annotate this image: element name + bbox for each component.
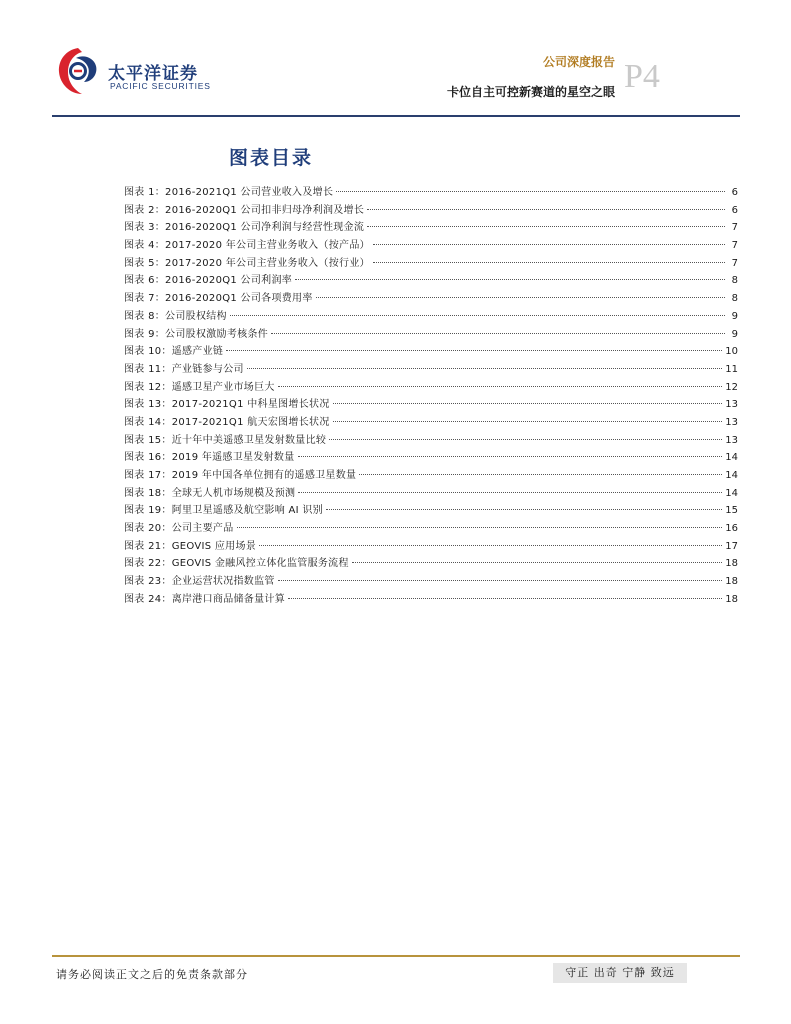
toc-entry[interactable]	[124, 467, 738, 485]
toc-entry-leader	[336, 191, 725, 192]
toc-entry[interactable]	[124, 237, 738, 255]
toc-entry[interactable]	[124, 255, 738, 273]
toc-entry-label: 图表 18：全球无人机市场规模及预测	[124, 487, 296, 499]
toc-entry-label: 图表 24：离岸港口商品储备量计算	[124, 593, 286, 605]
toc-entry[interactable]	[124, 361, 738, 379]
report-type: 公司深度报告	[542, 55, 615, 69]
toc-entry[interactable]	[124, 520, 738, 538]
toc-entry-leader	[316, 297, 725, 298]
toc-entry-label: 图表 2：2016-2020Q1 公司扣非归母净利润及增长	[124, 204, 365, 216]
toc-entry-label: 图表 21：GEOVIS 应用场景	[124, 540, 257, 552]
footer-divider	[52, 955, 740, 957]
toc-entry[interactable]	[124, 396, 738, 414]
toc-entry[interactable]	[124, 202, 738, 220]
toc-entry-page: 14	[725, 452, 738, 464]
toc-entry-leader	[288, 598, 722, 599]
toc-entry[interactable]	[124, 573, 738, 591]
toc-entry[interactable]	[124, 184, 738, 202]
toc-entry-label: 图表 4：2017-2020 年公司主营业务收入（按产品）	[124, 240, 370, 252]
toc-entry-leader	[359, 474, 722, 475]
toc-entry-leader	[278, 580, 723, 581]
toc-entry[interactable]	[124, 555, 738, 573]
toc-entry-leader	[237, 527, 723, 528]
toc-entry-label: 图表 22：GEOVIS 金融风控立体化监管服务流程	[124, 558, 349, 570]
toc-entry-page: 6	[731, 187, 738, 198]
toc-entry-page: 13	[725, 399, 738, 411]
toc-entry[interactable]	[124, 485, 738, 503]
toc-entry-page: 18	[725, 576, 738, 588]
toc-entry-label: 图表 9：公司股权激励考核条件	[124, 328, 269, 340]
toc-entry-page: 9	[731, 328, 738, 340]
page-number-mark: P4	[624, 58, 660, 95]
toc-entry-page: 18	[725, 593, 738, 605]
toc-entry-label: 图表 17：2019 年中国各单位拥有的遥感卫星数量	[124, 470, 357, 481]
toc-entry[interactable]	[124, 414, 738, 432]
toc-entry-leader	[271, 333, 725, 334]
toc-entry-leader	[326, 509, 722, 510]
toc-entry-page: 7	[731, 240, 738, 252]
toc-entry-label: 图表 12：遥感卫星产业市场巨大	[124, 381, 275, 393]
toc-entry[interactable]	[124, 343, 738, 361]
toc-entry-page: 14	[725, 470, 738, 481]
company-logo	[56, 44, 216, 98]
toc-entry-label: 图表 23：企业运营状况指数监管	[124, 576, 275, 588]
toc-entry-label: 图表 7：2016-2020Q1 公司各项费用率	[124, 293, 313, 305]
toc-entry-label: 图表 14：2017-2021Q1 航天宏图增长状况	[124, 416, 330, 428]
toc-entry-label: 图表 5：2017-2020 年公司主营业务收入（按行业）	[124, 257, 370, 269]
toc-entry-leader	[230, 315, 725, 316]
toc-entry-page: 15	[725, 505, 738, 517]
toc-entry-leader	[352, 562, 722, 563]
toc-entry-page: 7	[731, 222, 738, 234]
toc-entry-page: 6	[731, 204, 738, 216]
toc-entry-label: 图表 15：近十年中美遥感卫星发射数量比较	[124, 434, 327, 446]
report-title: 卡位自主可控新赛道的星空之眼	[446, 85, 615, 99]
toc-entry[interactable]	[124, 272, 738, 290]
toc-entry-leader	[373, 244, 725, 245]
toc-entry-leader	[226, 350, 722, 351]
toc-entry-label: 图表 16：2019 年遥感卫星发射数量	[124, 452, 295, 464]
toc-entry-page: 9	[731, 310, 738, 322]
toc-entry-leader	[298, 492, 722, 493]
toc-entry[interactable]	[124, 502, 738, 520]
toc-entry-leader	[333, 403, 723, 404]
toc-entry-page: 12	[725, 381, 738, 393]
toc-entry-page: 14	[725, 487, 738, 499]
toc-entry-leader	[295, 279, 725, 280]
logo-chinese-name: 太平洋证券	[108, 64, 198, 84]
header-divider	[52, 115, 740, 117]
footer-disclaimer: 请务必阅读正文之后的免责条款部分	[56, 968, 248, 981]
toc-entry-leader	[298, 456, 723, 457]
toc-entry-leader	[278, 386, 723, 387]
toc-entry-leader	[373, 262, 725, 263]
toc-entry-leader	[367, 209, 725, 210]
toc-entry-label: 图表 10：遥感产业链	[124, 346, 224, 358]
toc-entry[interactable]	[124, 591, 738, 609]
toc-entry-page: 16	[725, 523, 738, 535]
toc-heading: 图表目录	[229, 147, 314, 169]
toc-entry-label: 图表 20：公司主要产品	[124, 523, 234, 535]
toc-entry-leader	[247, 368, 722, 369]
toc-entry-label: 图表 1：2016-2021Q1 公司营业收入及增长	[124, 187, 334, 198]
toc-entry[interactable]	[124, 449, 738, 467]
toc-entry-page: 17	[725, 540, 738, 552]
toc-entry-page: 11	[725, 363, 738, 375]
toc-entry-label: 图表 6：2016-2020Q1 公司利润率	[124, 275, 293, 287]
logo-english-name: PACIFIC SECURITIES	[110, 81, 211, 91]
toc-entry[interactable]	[124, 219, 738, 237]
toc-entry-page: 18	[725, 558, 738, 570]
toc-entry-label: 图表 8：公司股权结构	[124, 310, 227, 322]
pacific-securities-logo-icon	[56, 44, 102, 98]
toc-entry-page: 8	[731, 293, 738, 305]
toc-entry[interactable]	[124, 308, 738, 326]
toc-entry-leader	[329, 439, 722, 440]
toc-entry-leader	[259, 545, 722, 546]
toc-entry-leader	[333, 421, 723, 422]
toc-entry-label: 图表 3：2016-2020Q1 公司净利润与经营性现金流	[124, 222, 365, 234]
toc-entry-label: 图表 19：阿里卫星遥感及航空影响 AI 识别	[124, 505, 323, 517]
toc-entry-label: 图表 11：产业链参与公司	[124, 363, 244, 375]
toc-entry-page: 13	[725, 416, 738, 428]
toc-entry[interactable]	[124, 326, 738, 344]
toc-entry[interactable]	[124, 290, 738, 308]
toc-entry[interactable]	[124, 538, 738, 556]
toc-entry-label: 图表 13：2017-2021Q1 中科星图增长状况	[124, 399, 330, 411]
toc-entry-page: 13	[725, 434, 738, 446]
toc-entry-page: 7	[731, 257, 738, 269]
footer-motto: 守正 出奇 宁静 致远	[553, 963, 687, 983]
toc-entry[interactable]	[124, 432, 738, 450]
toc-entry-page: 8	[731, 275, 738, 287]
toc-entry-leader	[367, 226, 725, 227]
table-of-figures	[124, 184, 738, 609]
toc-entry-page: 10	[725, 346, 738, 358]
toc-entry[interactable]	[124, 379, 738, 397]
